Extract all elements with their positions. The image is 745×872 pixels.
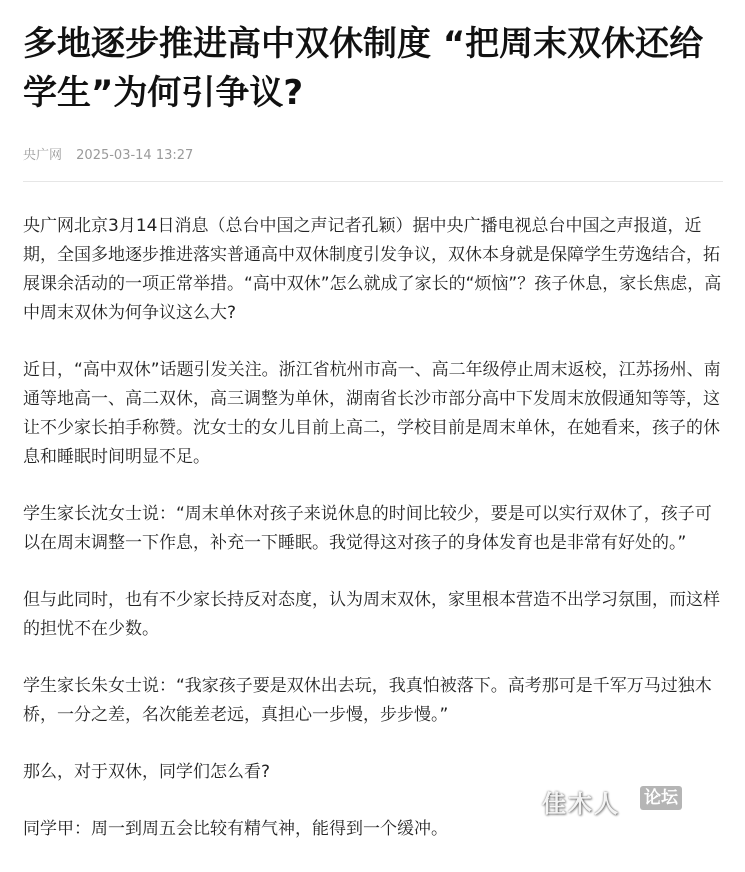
meta-divider (23, 181, 723, 182)
article-paragraph: 学生家长朱女士说：“我家孩子要是双休出去玩，我真怕被落下。高考那可是千军万马过独木桥，一分之差，名次能差老远，真担心一步慢，步步慢。” (23, 676, 712, 725)
article-paragraph: 但与此同时，也有不少家长持反对态度，认为周末双休，家里根本营造不出学习氛围，而这样的担忧不在少数。 (23, 590, 720, 639)
article-title: 多地逐步推进高中双休制度 “把周末双休还给学生”为何引争议? (23, 24, 704, 113)
article-date: 2025-03-14 13:27 (76, 148, 194, 163)
article-meta (23, 145, 723, 167)
article-body (23, 212, 723, 844)
article-source[interactable]: 央广网 (23, 148, 63, 163)
watermark-main-text: 佳木人 (542, 790, 620, 818)
article-paragraph: 学生家长沈女士说：“周末单休对孩子来说休息的时间比较少，要是可以实行双休了，孩子可以在周末调整一下作息，补充一下睡眠。我觉得这对孩子的身体发育也是非常有好处的。” (23, 504, 712, 553)
article-paragraph: 近日，“高中双休”话题引发关注。浙江省杭州市高一、高二年级停止周末返校，江苏扬州、南通等地高一、高二双休，高三调整为单休，湖南省长沙市部分高中下发周末放假通知等等，这让不少家长拍手称赞。沈女士的女儿目前上高二，学校目前是周末单休，在她看来，孩子的休息和睡眠时间明显不足。 (23, 360, 721, 467)
watermark-tag: 论坛 (640, 786, 682, 810)
article-paragraph: 那么，对于双休，同学们怎么看? (23, 762, 271, 782)
article-paragraph: 央广网北京3月14日消息（总台中国之声记者孔颖）据中央广播电视总台中国之声报道，近期，全国多地逐步推进落实普通高中双休制度引发争议，双休本身就是保障学生劳逸结合，拓展课余活动的一项正常举措。“高中双休”怎么就成了家长的“烦恼”？孩子休息，家长焦虑，高中周末双休为何争议这么大? (23, 216, 722, 323)
article-paragraph: 同学甲：周一到周五会比较有精气神，能得到一个缓冲。 (23, 819, 448, 839)
article (23, 0, 723, 872)
